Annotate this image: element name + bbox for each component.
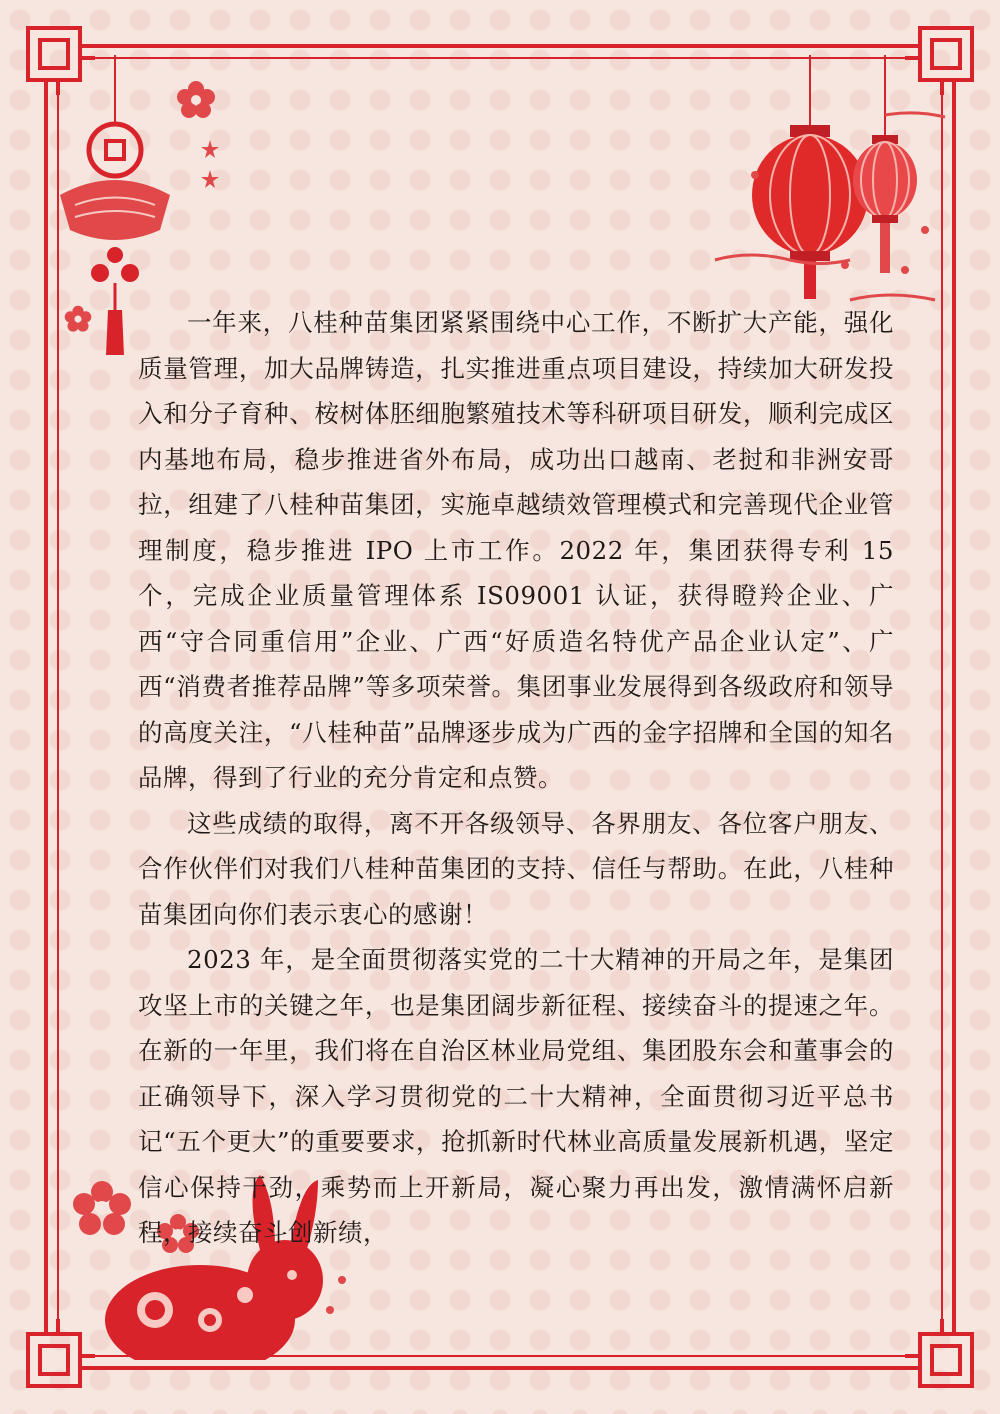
star-icon [200, 140, 220, 190]
paragraph-3: 2023 年，是全面贯彻落实党的二十大精神的开局之年，是集团攻坚上市的关键之年，也是集团阔步新征程、接续奋斗的提速之年。在新的一年里，我们将在自治区林业局党组、集团股东会和董事会的正确领导下，深入学习贯彻党的二十大精神，全面贯彻习近平总书记“五个更大”的重要要求，抢抓新时代林业高质量发展新机遇，坚定信心保持干劲，乘势而上开新局，凝心聚力再出发，激情满怀启新程，接续奋斗创新绩， [138, 945, 894, 1247]
lantern-icon [700, 55, 950, 315]
letter-body [138, 300, 894, 1256]
plum-blossom-icon [64, 305, 92, 333]
paragraph-1: 一年来，八桂种苗集团紧紧围绕中心工作，不断扩大产能，强化质量管理，加大品牌铸造，扎实推进重点项目建设，持续加大研发投入和分子育种、桉树体胚细胞繁殖技术等科研项目研发，顺利完成区内基地布局，稳步推进省外布局，成功出口越南、老挝和非洲安哥拉，组建了八桂种苗集团，实施卓越绩效管理模式和完善现代企业管理制度，稳步推进 IPO 上市工作。2022 年，集团获得专利 15 个，完成企业质量管理体系 IS09001 认证，获得瞪羚企业、广西“守合同重信用”企业、广西“好质造名特优产品企业认定”、广西“消费者推荐品牌”等多项荣誉。集团事业发展得到各级政府和领导的高度关注，“八桂种苗”品牌逐步成为广西的金字招牌和全国的知名品牌，得到了行业的充分肯定和点赞。 [138, 308, 894, 792]
plum-blossom-icon [176, 80, 216, 120]
paragraph-2: 这些成绩的取得，离不开各级领导、各界朋友、各位客户朋友、合作伙伴们对我们八桂种苗集团的支持、信任与帮助。在此，八桂种苗集团向你们表示衷心的感谢！ [138, 808, 894, 929]
